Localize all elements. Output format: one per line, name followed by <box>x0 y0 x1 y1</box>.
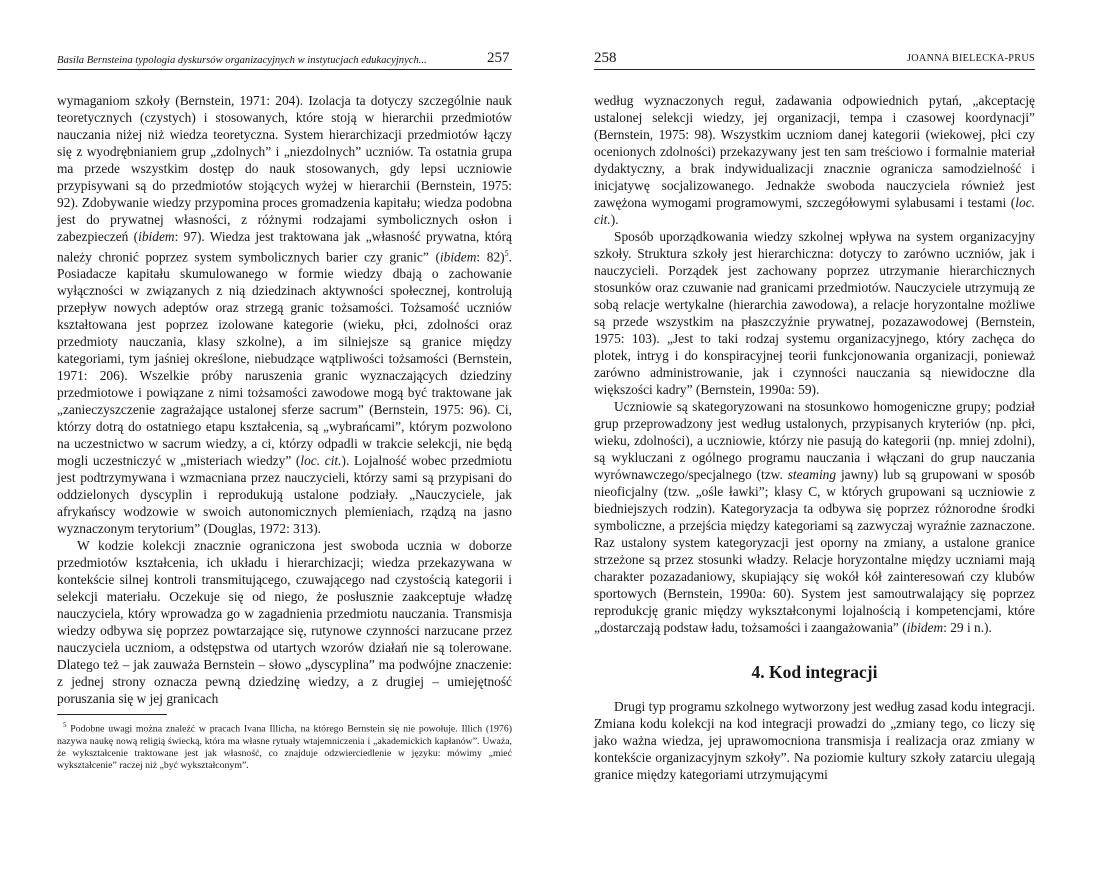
right-page <box>550 0 1100 885</box>
right-paragraph-2: Sposób uporządkowania wiedzy szkolnej wpływa na system organizacyjny szkoły. Struktura szkoły jest hierarchiczna: dotyczy to zarówno uczniów, jak i nauczycieli. Porządek jest zachowany poprzez utrzymanie hierarchicznych stosunków oraz czuwanie nad granicami przedmiotów. Nauczyciele utrzymują ze sobą relacje wertykalne (hierarchia zawodowa), a relacje horyzontalne możliwe są przede wszystkim na płaszczyźnie prywatnej, pozazawodowej (Bernstein, 1975: 103). „Jest to taki rodzaj systemu organizacyjnego, który zachęca do plotek, intryg i do konspiracyjnej teorii funkcjonowania organizacji, ponieważ zarówno administrowanie, jak i czynności nauczania są niewidoczne dla większości kadry” (Bernstein, 1990a: 59). <box>594 229 1035 397</box>
footnote-number: 5 <box>63 721 67 729</box>
footnote: $^5$ Podobne uwagi można znaleźć w pracach Ivana Illicha, na którego Bernstein się nie powołuje. Illich (1976) nazywa naukę nową religią świecką, która ma własne rytuały wtajemniczenia i „akademickich kapłanów”. Uważa, że wykształcenie traktowane jest jak własność, co znajduje odzwierciedlenie w języku: mówimy „mieć wykształcenie” raczej niż „być wykształconym”. <box>57 721 512 772</box>
right-body-column-2 <box>594 698 1035 783</box>
right-paragraph-1: według wyznaczonych reguł, zadawania odpowiednich pytań, „akceptację ustalonej selekcji wiedzy, jej organizacji, tempa i czasowej koordynacji” (Bernstein, 1975: 98). Wszystkim uczniom danej kategorii (wiekowej, płci czy ocenionych zdolności) przekazywany jest ten sam treściowo i formalnie materiał dydaktyczny, a brak indywidualizacji znacznie ogranicza samodzielność i inicjatywę socjalizowanego. Jednakże swoboda nauczyciela również jest zawężona wymogami programowymi, szczegółowymi sylabusami i testami (loc. cit.). <box>594 93 1035 227</box>
page-number-right: 258 <box>594 50 617 66</box>
right-paragraph-4: Drugi typ programu szkolnego wytworzony jest według zasad kodu integracji. Zmiana kodu kolekcji na kod integracji prowadzi do „zmiany tego, co liczy się jako ważna wiedza, jej uprawomocniona transmisja i realizacja oraz zmiany w kontekście organizacyjnym szkoły”. Na poziomie kultury szkoły zatarciu ulegają granice między kategoriami utrzymującymi <box>594 699 1035 782</box>
footnote-rule <box>57 714 167 715</box>
left-body-column <box>57 92 512 707</box>
left-paragraph-2: W kodzie kolekcji znacznie ograniczona jest swoboda ucznia w doborze przedmiotów kształcenia, ich układu i hierarchizacji; wiedza przekazywana w kontekście silnej kontroli transmitującego, czuwającego nad czystością kategorii i selekcji materiału. Oczekuje się od niego, że posłusznie zaakceptuje władzę nauczyciela, który wprowadza go w zagadnienia przedmiotu nauczania. Transmisja wiedzy odbywa się poprzez powtarzające się, rutynowe czynności narzucane przez nauczyciela uczniom, a odstępstwa od utartych wzorów działań nie są tolerowane. Dlatego też – jak zauważa Bernstein – słowo „dyscyplina” ma podwójne znaczenie: z jednej strony oznacza pewną dziedzinę wiedzy, a z drugiej – umiejętność poruszania się w jej granicach <box>57 538 512 707</box>
footnote-reference[interactable]: 5 <box>504 249 509 258</box>
page-number-left: 257 <box>487 50 510 66</box>
running-head-right: JOANNA BIELECKA-PRUS <box>907 53 1035 64</box>
right-body-column <box>594 92 1035 636</box>
header-rule-right <box>594 69 1035 70</box>
section-heading: 4. Kod integracji <box>751 662 878 682</box>
running-head-left: Basila Bernsteina typologia dyskursów organizacyjnych w instytucjach edukacyjnych... <box>57 55 427 66</box>
left-paragraph-1: wymaganiom szkoły (Bernstein, 1971: 204). Izolacja ta dotyczy szczególnie nauk teoretycznych (czystych) i stosowanych, które stoją w hierarchii przedmiotów nauczania niżej niż wiedza teoretyczna. System hierarchizacji przedmiotów łączy się z wyodrębnianiem grup „zdolnych” i „niezdolnych” uczniów. Ta ostatnia grupa ma przede wszystkim dostęp do nauk stosowanych, gdy lepsi uczniowie przypisywani są do przedmiotów stojących wyżej w hierarchii (Bernstein, 1975: 92). Zdobywanie wiedzy przypomina proces gromadzenia kapitału; wiedza podobna jest do prywatnej własności, z różnymi rodzajami symbolicznych osłon i zabezpieczeń (ibidem: 97). Wiedza jest traktowana jak „własność prywatna, którą należy chronić poprzez system symbolicznych barier czy granic” (ibidem: 82)$^5$. Posiadacze kapitału skumulowanego w formie wiedzy dbają o zachowanie wyłączności w związanych z nią dziedzinach aktywności społecznej, kontrolują przepływ nowych adeptów oraz strzegą granic tożsamości. Tożsamość uczniów kształtowana jest poprzez izolowane kategorie (wieku, płci, zdolności oraz przedmioty nauczania, klasy szkolne), a im silniejsze są granice między kategoriami, tym jaśniej określone, niebudzące wątpliwości tożsamości (Bernstein, 1971: 206). Wszelkie próby naruszenia granic wyznaczających dziedziny przedmiotowe i powiązane z nimi tożsamości zawodowe mogą być traktowane jak „zanieczyszczenie zagrażające ustalonej sferze sacrum” (Bernstein, 1975: 96). Ci, którzy dotrą do ostatniego etapu kształcenia, są „wybrańcami”, którym pozwolono na uczestnictwo w sacrum wiedzy, a ci, którzy odpadli w trakcie selekcji, nie będą mogli uczestniczyć w „misteriach wiedzy” (loc. cit.). Lojalność wobec przedmiotu jest podtrzymywana i wzmacniana przez nauczycieli, którzy sami są przypisani do oddzielonych dyscyplin i reprodukują ustalone podziały. „Nauczyciele, jak afrykańscy wodzowie w swoich autonomicznych plemieniach, rządzą na jasno wyznaczonym terytorium” (Douglas, 1972: 313). <box>57 93 512 537</box>
header-rule-left <box>57 69 512 70</box>
right-paragraph-3: Uczniowie są skategoryzowani na stosunkowo homogeniczne grupy; podział grup przeprowadzony jest według ustalonych, przypisanych kryteriów (np. płci, wieku, zdolności), a uczniowie, którzy nie pasują do kategorii (np. mniej zdolni), są wykluczani z ogólnego programu nauczania i włączani do grup nauczania wyrównawczego/specjalnego (tzw. steaming jawny) lub są grupowani w sposób nieoficjalny (tzw. „ośle ławki”; klasy C, w których grupowani są uczniowie z biedniejszych rodzin). Kategoryzacja ta odbywa się poprzez różnorodne środki symboliczne, a przejścia między kategoriami są zazwyczaj wyraźnie zaznaczone. Raz ustalony system kategoryzacji jest oporny na zmiany, a ustalone granice strzeżone są przez stosunki władzy. Relacje horyzontalne między uczniami mają charakter pozazadaniowy, skupiający się wokół kół zainteresowań czy klubów sportowych (Bernstein, 1990a: 60). System jest samoutrwalający się poprzez reprodukcję granic między wykształconymi lojalnością i kompetencjami, które „dostarczają podstaw ładu, tożsamości i zaangażowania” (ibidem: 29 i n.). <box>594 399 1035 635</box>
